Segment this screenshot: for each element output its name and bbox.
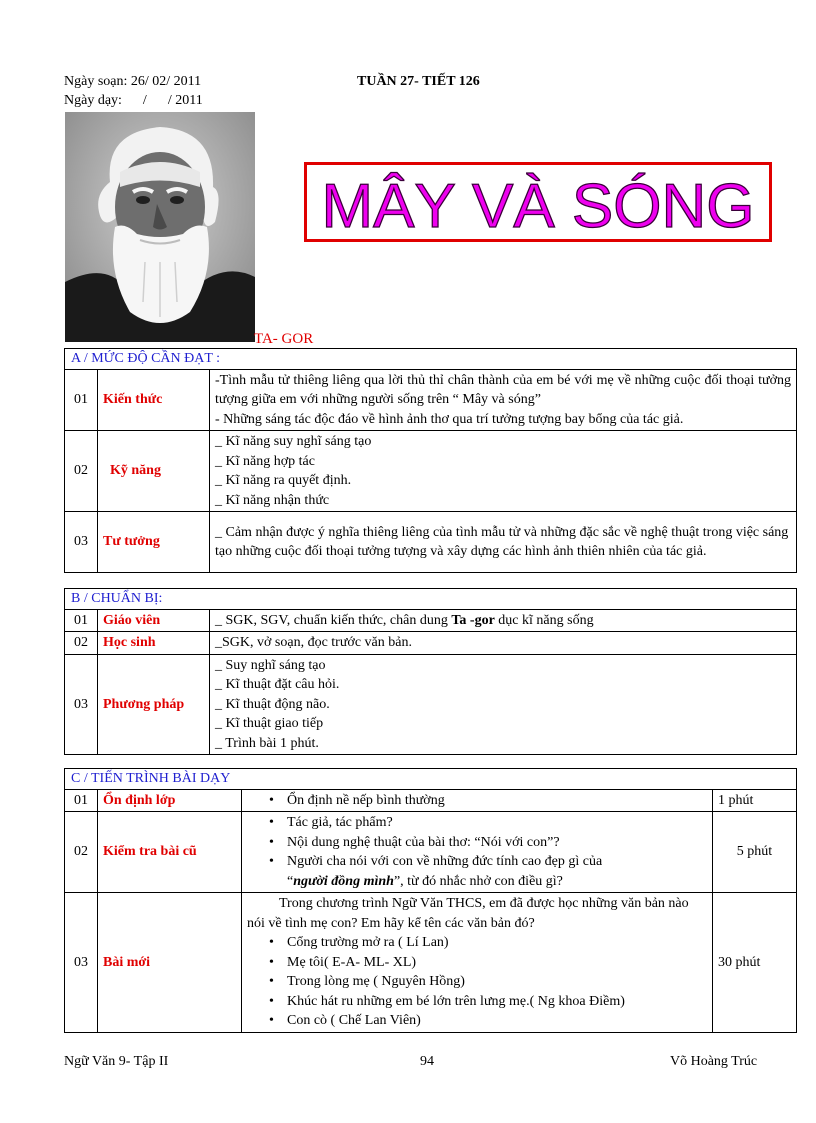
quote-mark: “ bbox=[287, 873, 294, 889]
list-item: • Nội dung nghệ thuật của bài thơ: “Nói với con”? bbox=[287, 833, 707, 853]
row-label: Kỹ năng bbox=[98, 431, 210, 512]
row-number: 02 bbox=[65, 632, 98, 655]
emphasis-phrase: người đồng mình bbox=[293, 873, 394, 889]
time-value: 5 phút bbox=[713, 812, 797, 893]
section-a-table bbox=[64, 348, 797, 573]
list-item: • Ổn định nề nếp bình thường bbox=[287, 791, 707, 811]
row-label: Ổn định lớp bbox=[98, 789, 242, 812]
row-text: _ Kĩ năng hợp tác bbox=[215, 453, 315, 469]
section-b-heading: B / CHUẨN BỊ: bbox=[71, 591, 163, 606]
list-item: • Tác giả, tác phẩm? bbox=[287, 813, 707, 833]
row-number: 03 bbox=[65, 654, 98, 755]
author-caption: TA- GOR bbox=[254, 331, 314, 347]
row-label: Bài mới bbox=[98, 893, 242, 1033]
list-item: • Con cò ( Chế Lan Viên) bbox=[287, 1011, 707, 1031]
row-text: _ Kĩ thuật động não. bbox=[215, 696, 330, 712]
row-number: 03 bbox=[65, 512, 98, 573]
section-a-heading: A / MỨC ĐỘ CẦN ĐẠT : bbox=[71, 351, 221, 366]
row-text: _ Kĩ thuật đặt câu hỏi. bbox=[215, 677, 340, 692]
row-label: Kiểm tra bài cũ bbox=[98, 812, 242, 893]
list-item: • Mẹ tôi( E-A- ML- XL) bbox=[287, 953, 707, 973]
list-item: • Trong lòng mẹ ( Nguyên Hồng) bbox=[287, 972, 707, 992]
poem-title: MÂY VÀ SÓNG bbox=[321, 172, 755, 239]
teach-date: Ngày dạy: / / 2011 bbox=[64, 93, 203, 108]
row-text: _ Suy nghĩ sáng tạo bbox=[215, 657, 326, 673]
section-c-table bbox=[64, 768, 797, 1033]
row-number: 01 bbox=[65, 369, 98, 431]
list-item: • Cổng trường mở ra ( Lí Lan) bbox=[287, 933, 707, 953]
footer-author: Võ Hoàng Trúc bbox=[670, 1054, 758, 1069]
footer-book: Ngữ Văn 9- Tập II bbox=[64, 1054, 169, 1069]
intro-text: Trong chương trình Ngữ Văn THCS, em đã được học những văn bản nào nói về tình mẹ con? Em hãy kể tên các văn bản đó? bbox=[247, 896, 689, 931]
author-portrait bbox=[65, 112, 255, 342]
row-label: Giáo viên bbox=[98, 609, 210, 632]
row-text: dục kĩ năng sống bbox=[494, 612, 594, 628]
row-number: 03 bbox=[65, 893, 98, 1033]
row-number: 02 bbox=[65, 812, 98, 893]
row-text: _SGK, vở soạn, đọc trước văn bản. bbox=[210, 632, 797, 655]
list-item: • Khúc hát ru những em bé lớn trên lưng mẹ.( Ng khoa Điềm) bbox=[287, 992, 707, 1012]
list-item: • Người cha nói với con về những đức tính cao đẹp gì của bbox=[287, 852, 707, 872]
section-c-heading: C / TIẾN TRÌNH BÀI DẠY bbox=[71, 771, 231, 786]
row-text: _ Kĩ năng suy nghĩ sáng tạo bbox=[215, 434, 372, 449]
row-text: _ Kĩ thuật giao tiếp bbox=[215, 716, 324, 731]
section-b-table bbox=[64, 588, 797, 755]
row-text: _ SGK, SGV, chuẩn kiến thức, chân dung bbox=[215, 612, 452, 628]
row-text: _ Kĩ năng ra quyết định. bbox=[215, 473, 352, 488]
prep-date: Ngày soạn: 26/ 02/ 2011 bbox=[64, 74, 202, 89]
row-label: Học sinh bbox=[98, 632, 210, 655]
time-value: 1 phút bbox=[713, 789, 797, 812]
row-number: 01 bbox=[65, 789, 98, 812]
row-label: Kiến thức bbox=[98, 369, 210, 431]
row-label: Phương pháp bbox=[98, 654, 210, 755]
row-text: - Những sáng tác độc đáo về hình ảnh thơ qua trí tưởng tượng bay bổng của tác giả. bbox=[215, 411, 684, 427]
row-number: 02 bbox=[65, 431, 98, 512]
row-label: Tư tưởng bbox=[98, 512, 210, 573]
footer-page-number: 94 bbox=[420, 1054, 434, 1069]
week-lesson: TUẦN 27- TIẾT 126 bbox=[357, 74, 480, 89]
title-box bbox=[304, 162, 772, 242]
time-value: 30 phút bbox=[713, 893, 797, 1033]
row-text: _ Kĩ năng nhận thức bbox=[215, 492, 330, 508]
author-name: Ta -gor bbox=[451, 612, 495, 628]
row-text: _ Cảm nhận được ý nghĩa thiêng liêng của tình mẫu tử và những đặc sắc về nghệ thuật trong việc sáng tạo những cuộc đối thoại tưởng tượng và xây dựng các hình ảnh thiên nhiên của tác giả. bbox=[215, 524, 789, 559]
row-text: _ Trình bài 1 phút. bbox=[215, 735, 319, 751]
question-continuation bbox=[247, 872, 707, 892]
row-text: -Tình mẫu tử thiêng liêng qua lời thủ thỉ chân thành của em bé với mẹ về những cuộc đối thoại tưởng tượng giữa em với những người sống trên “ Mây và sóng” bbox=[215, 372, 791, 407]
row-text: ”, từ đó nhắc nhở con điều gì? bbox=[393, 873, 563, 889]
row-number: 01 bbox=[65, 609, 98, 632]
